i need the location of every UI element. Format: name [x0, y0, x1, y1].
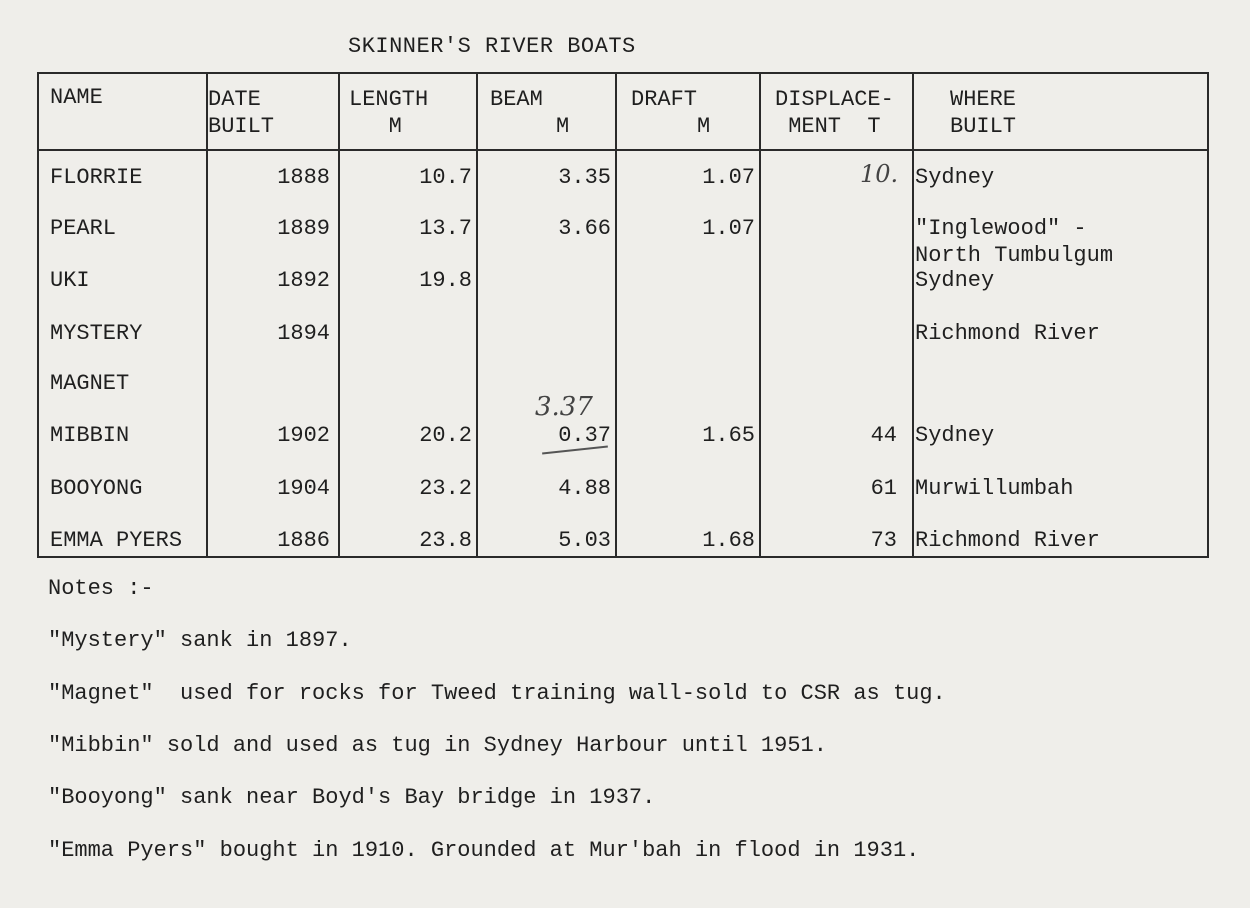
- header-name: NAME: [50, 85, 103, 110]
- handwritten-displacement: 10.: [860, 160, 899, 188]
- cell-where: Sydney: [915, 165, 995, 190]
- header-beam: BEAM M: [490, 87, 570, 139]
- cell-length: 19.8: [419, 268, 472, 293]
- note-item: "Emma Pyers" bought in 1910. Grounded at Mur'bah in flood in 1931.: [48, 838, 920, 863]
- cell-where: "Inglewood" - North Tumbulgum: [915, 216, 1114, 268]
- note-item: "Magnet" used for rocks for Tweed training wall-sold to CSR as tug.: [48, 681, 946, 706]
- cell-where: Murwillumbah: [915, 476, 1074, 501]
- column-divider: [615, 74, 617, 556]
- header-divider: [39, 149, 1207, 151]
- note-item: "Booyong" sank near Boyd's Bay bridge in 1937.: [48, 785, 656, 810]
- cell-where: Sydney: [915, 423, 995, 448]
- cell-beam: 0.37: [558, 423, 611, 448]
- note-item: "Mystery" sank in 1897.: [48, 628, 352, 653]
- cell-where: Richmond River: [915, 321, 1100, 346]
- cell-draft: 1.68: [702, 528, 755, 553]
- cell-date: 1889: [277, 216, 330, 241]
- cell-name: EMMA PYERS: [50, 528, 183, 553]
- cell-beam: 3.66: [558, 216, 611, 241]
- cell-name: BOOYONG: [50, 476, 143, 501]
- cell-date: 1888: [277, 165, 330, 190]
- cell-name: MYSTERY: [50, 321, 143, 346]
- cell-date: 1886: [277, 528, 330, 553]
- column-divider: [912, 74, 914, 556]
- cell-draft: 1.07: [702, 165, 755, 190]
- header-draft: DRAFT M: [631, 87, 711, 139]
- cell-beam: 5.03: [558, 528, 611, 553]
- cell-length: 23.8: [419, 528, 472, 553]
- boats-table: [37, 72, 1209, 558]
- cell-name: MIBBIN: [50, 423, 130, 448]
- cell-name: MAGNET: [50, 371, 130, 396]
- cell-draft: 1.07: [702, 216, 755, 241]
- cell-beam: 3.35: [558, 165, 611, 190]
- cell-displacement: 61: [870, 476, 897, 501]
- handwritten-beam-correction: 3.37: [535, 392, 593, 422]
- cell-date: 1892: [277, 268, 330, 293]
- cell-name: PEARL: [50, 216, 117, 241]
- cell-where: Richmond River: [915, 528, 1100, 553]
- header-length: LENGTH M: [349, 87, 429, 139]
- cell-length: 23.2: [419, 476, 472, 501]
- cell-date: 1904: [277, 476, 330, 501]
- notes-heading: Notes :-: [48, 576, 154, 601]
- header-date-built: DATE BUILT: [208, 87, 275, 139]
- header-where-built: WHERE BUILT: [950, 87, 1017, 139]
- cell-name: UKI: [50, 268, 90, 293]
- cell-length: 20.2: [419, 423, 472, 448]
- header-displacement: DISPLACE- MENT T: [775, 87, 894, 139]
- cell-length: 10.7: [419, 165, 472, 190]
- cell-displacement: 73: [870, 528, 897, 553]
- cell-displacement: 44: [870, 423, 897, 448]
- cell-name: FLORRIE: [50, 165, 143, 190]
- document-title: SKINNER'S RIVER BOATS: [348, 34, 636, 59]
- note-item: "Mibbin" sold and used as tug in Sydney Harbour until 1951.: [48, 733, 827, 758]
- cell-draft: 1.65: [702, 423, 755, 448]
- cell-length: 13.7: [419, 216, 472, 241]
- cell-beam: 4.88: [558, 476, 611, 501]
- cell-where: Sydney: [915, 268, 995, 293]
- cell-date: 1894: [277, 321, 330, 346]
- cell-date: 1902: [277, 423, 330, 448]
